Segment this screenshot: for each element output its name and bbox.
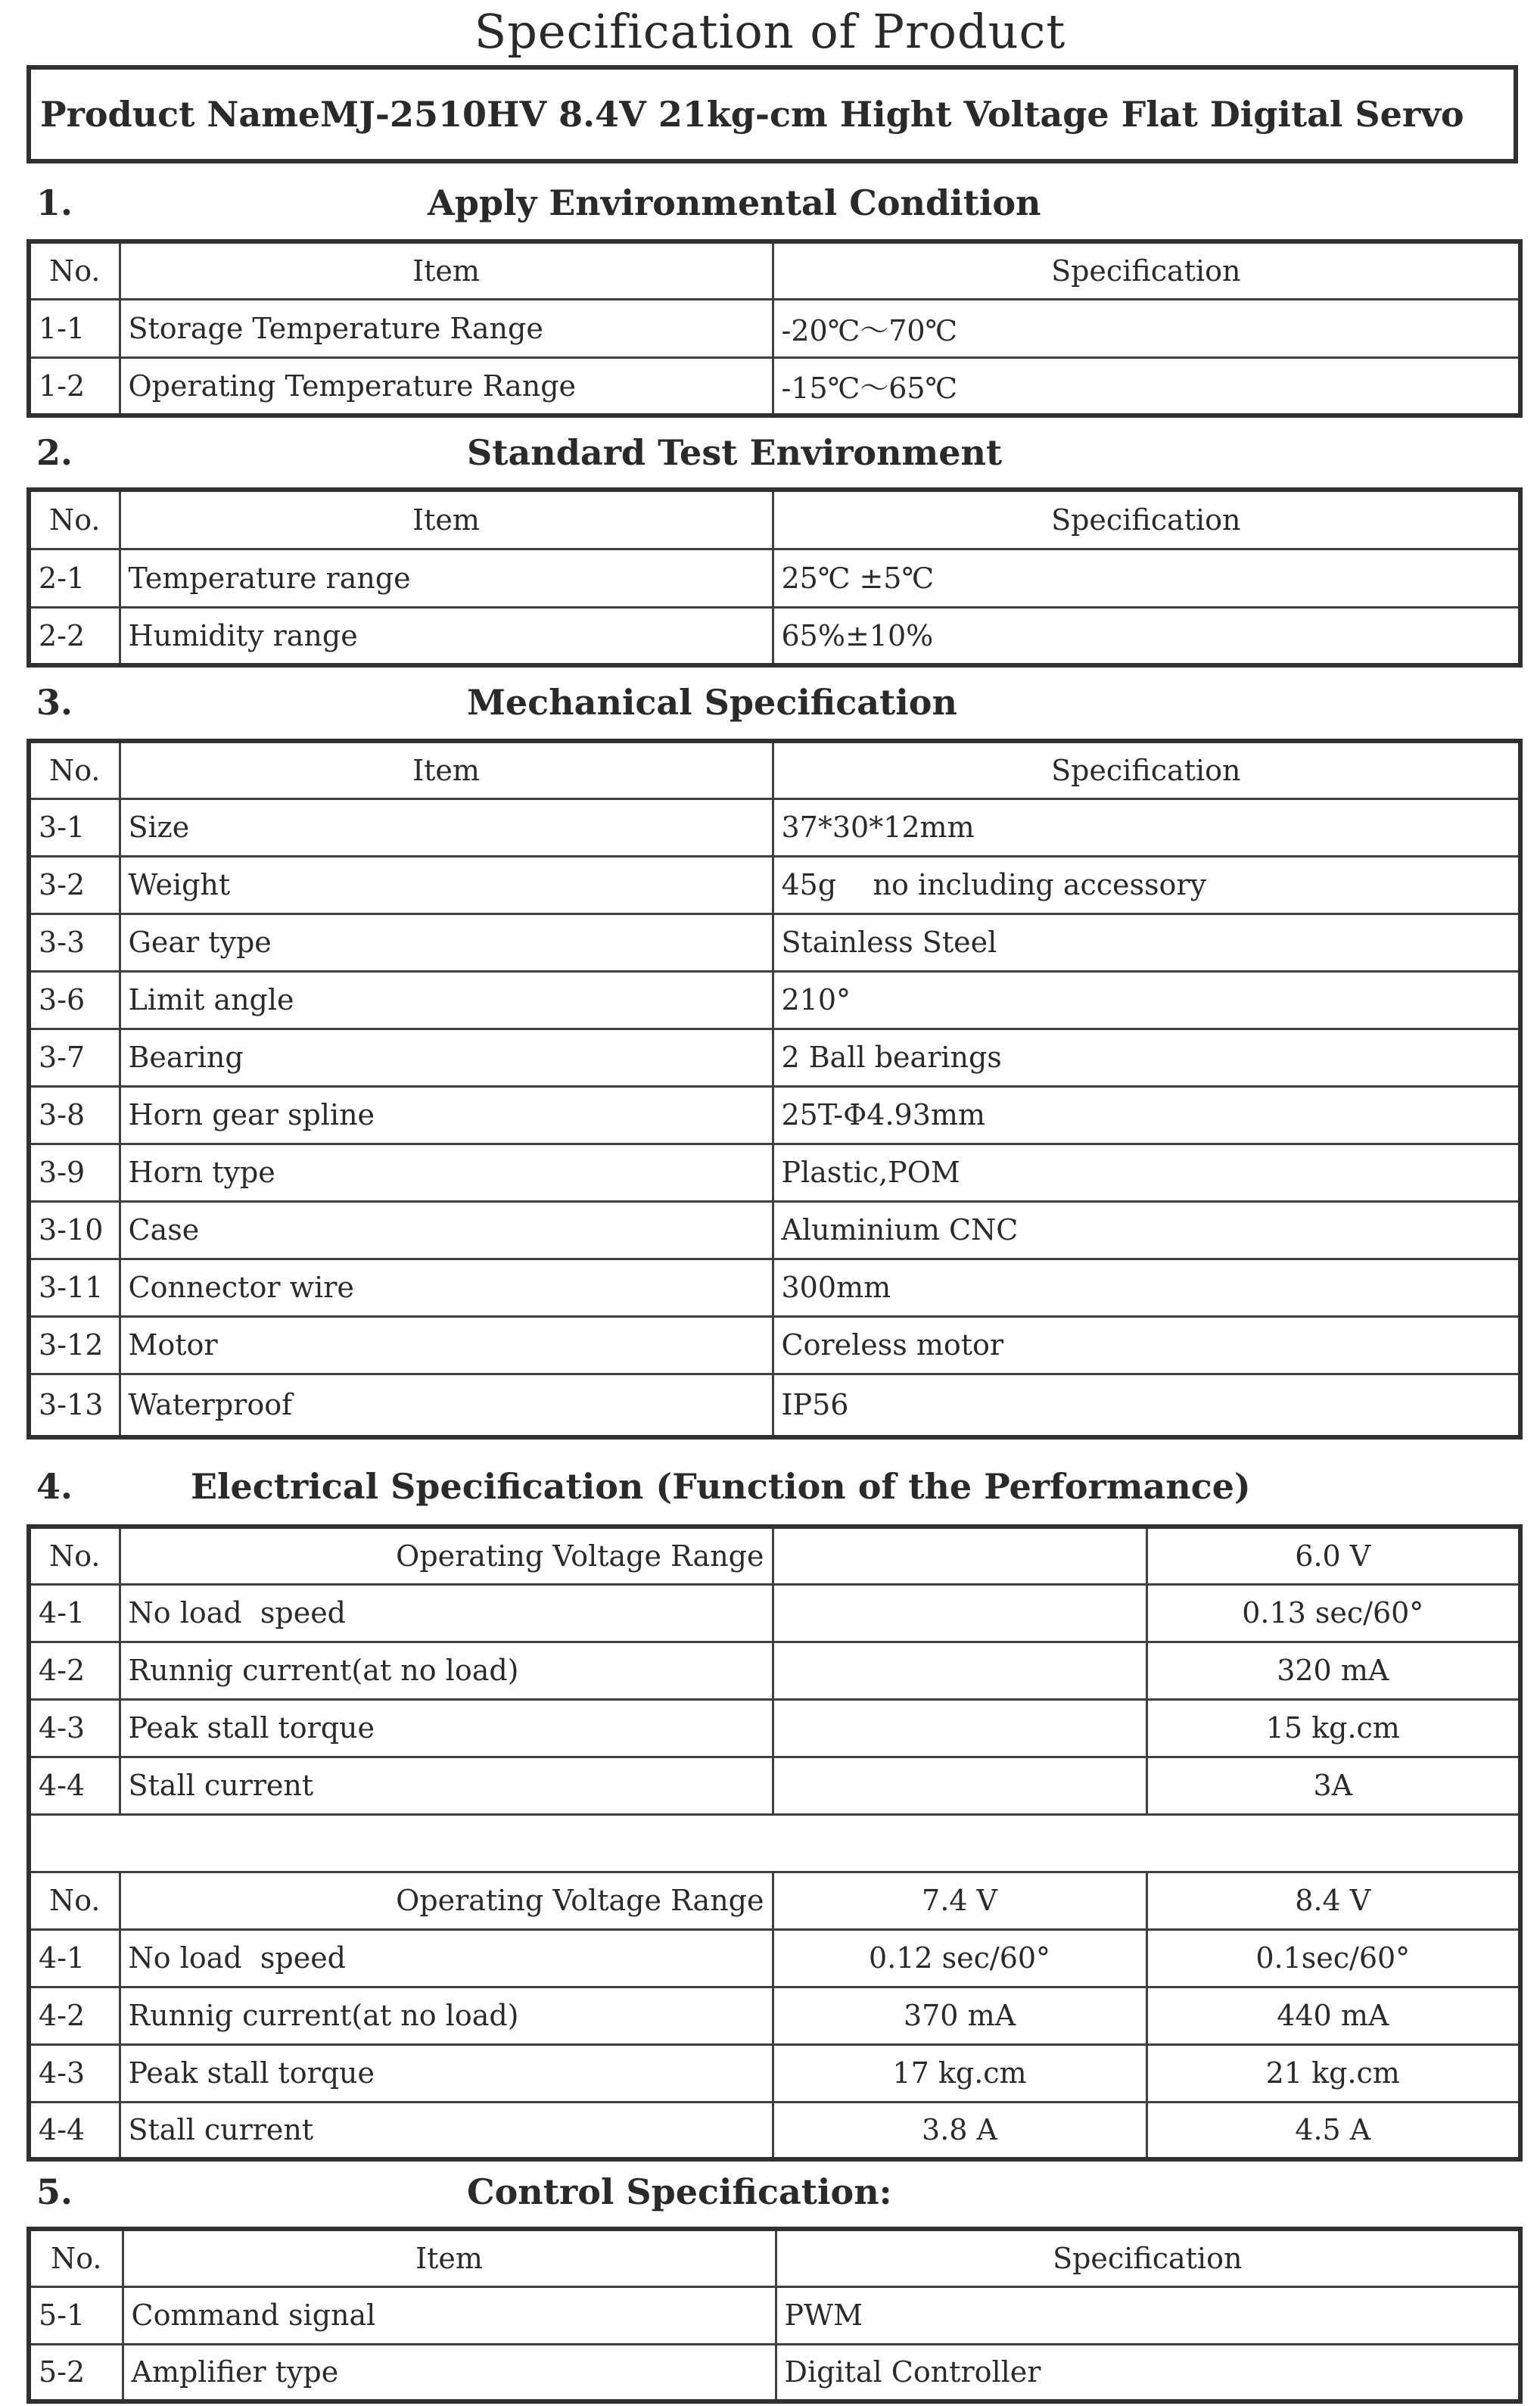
table-row (29, 607, 1520, 665)
row-value-2: 0.1sec/60° (1146, 1929, 1520, 1987)
row-value-2: 15 kg.cm (1146, 1699, 1520, 1757)
row-value-2: 440 mA (1146, 1987, 1520, 2044)
section-number: 1. (36, 182, 73, 223)
table-row (29, 1584, 1520, 1642)
table-row (29, 1316, 1520, 1374)
row-item: Command signal (123, 2286, 776, 2344)
row-item: Humidity range (120, 607, 773, 665)
row-item: Gear type (120, 914, 773, 971)
row-spec: Coreless motor (773, 1316, 1520, 1374)
row-item: Peak stall torque (120, 1699, 773, 1757)
row-spec: Digital Controller (776, 2344, 1520, 2401)
row-no: 1-2 (29, 357, 120, 416)
row-spec: 300mm (773, 1259, 1520, 1316)
row-item: Connector wire (120, 1259, 773, 1316)
row-no: 5-1 (29, 2286, 123, 2344)
section-number: 5. (36, 2171, 73, 2212)
row-item: Temperature range (120, 549, 773, 607)
row-spec: PWM (776, 2286, 1520, 2344)
environment-table (26, 239, 1523, 418)
voltage-column-1 (773, 1527, 1146, 1584)
table-row (29, 2344, 1520, 2401)
row-no: 4-2 (29, 1642, 120, 1699)
row-item: Bearing (120, 1029, 773, 1086)
header-item: Item (120, 241, 773, 299)
spacer-cell (29, 1814, 1520, 1872)
row-no: 3-12 (29, 1316, 120, 1374)
voltage-column-2: 6.0 V (1146, 1527, 1520, 1584)
table-row (29, 1374, 1520, 1437)
row-item: Runnig current(at no load) (120, 1642, 773, 1699)
row-item: Horn type (120, 1144, 773, 1201)
row-item: Waterproof (120, 1374, 773, 1437)
header-item: Item (120, 741, 773, 798)
row-item: No load speed (120, 1584, 773, 1642)
header-voltage-range: Operating Voltage Range (120, 1872, 773, 1929)
electrical-table (26, 1524, 1523, 2162)
table-row (29, 856, 1520, 914)
row-spec: 45g no including accessory (773, 856, 1520, 914)
row-item: Weight (120, 856, 773, 914)
row-item: Stall current (120, 2102, 773, 2159)
table-row (29, 798, 1520, 856)
table-row (29, 357, 1520, 416)
section-title: Electrical Specification (Function of the Performance) (191, 1466, 1251, 1507)
product-name: Product NameMJ-2510HV 8.4V 21kg-cm Hight Voltage Flat Digital Servo (40, 94, 1464, 135)
table-row (29, 1642, 1520, 1699)
control-table (26, 2227, 1523, 2404)
row-spec: Stainless Steel (773, 914, 1520, 971)
row-no: 2-2 (29, 607, 120, 665)
row-value-2: 320 mA (1146, 1642, 1520, 1699)
header-no: No. (29, 241, 120, 299)
row-value-1 (773, 1757, 1146, 1814)
table-row (29, 1144, 1520, 1201)
row-value-2: 0.13 sec/60° (1146, 1584, 1520, 1642)
row-value-1 (773, 1699, 1146, 1757)
row-no: 3-13 (29, 1374, 120, 1437)
table-row (29, 549, 1520, 607)
row-spec: 25T-Φ4.93mm (773, 1086, 1520, 1144)
header-spec: Specification (773, 741, 1520, 798)
table-header-row (29, 1527, 1520, 1584)
table-header-row (29, 241, 1520, 299)
row-no: 4-3 (29, 1699, 120, 1757)
row-no: 2-1 (29, 549, 120, 607)
table-row (29, 2286, 1520, 2344)
row-no: 3-9 (29, 1144, 120, 1201)
row-spec: 2 Ball bearings (773, 1029, 1520, 1086)
row-no: 3-6 (29, 971, 120, 1029)
table-header-row (29, 741, 1520, 798)
header-voltage-range: Operating Voltage Range (120, 1527, 773, 1584)
table-header-row (29, 1872, 1520, 1929)
row-value-1 (773, 1642, 1146, 1699)
voltage-column-2: 8.4 V (1146, 1872, 1520, 1929)
row-item: Stall current (120, 1757, 773, 1814)
product-name-box (26, 65, 1518, 163)
table-row (29, 299, 1520, 357)
table-row (29, 1987, 1520, 2044)
table-row (29, 1029, 1520, 1086)
test-environment-table (26, 487, 1523, 668)
row-item: Operating Temperature Range (120, 357, 773, 416)
row-item: No load speed (120, 1929, 773, 1987)
row-item: Size (120, 798, 773, 856)
row-spec: IP56 (773, 1374, 1520, 1437)
row-no: 4-3 (29, 2044, 120, 2102)
row-value-1 (773, 1584, 1146, 1642)
section-title: Apply Environmental Condition (428, 182, 1041, 223)
header-no: No. (29, 1872, 120, 1929)
header-no: No. (29, 2229, 123, 2286)
table-row (29, 2044, 1520, 2102)
row-value-2: 21 kg.cm (1146, 2044, 1520, 2102)
row-item: Motor (120, 1316, 773, 1374)
voltage-column-1: 7.4 V (773, 1872, 1146, 1929)
row-no: 4-1 (29, 1929, 120, 1987)
table-row (29, 2102, 1520, 2159)
row-item: Horn gear spline (120, 1086, 773, 1144)
table-row (29, 1259, 1520, 1316)
row-item: Limit angle (120, 971, 773, 1029)
row-no: 4-1 (29, 1584, 120, 1642)
table-header-row (29, 490, 1520, 549)
row-no: 4-2 (29, 1987, 120, 2044)
row-item: Storage Temperature Range (120, 299, 773, 357)
header-no: No. (29, 741, 120, 798)
row-no: 1-1 (29, 299, 120, 357)
row-no: 5-2 (29, 2344, 123, 2401)
row-spec: 37*30*12mm (773, 798, 1520, 856)
row-spec: -15℃～65℃ (773, 357, 1520, 416)
header-spec: Specification (773, 490, 1520, 549)
row-item: Runnig current(at no load) (120, 1987, 773, 2044)
section-title: Standard Test Environment (467, 432, 1003, 473)
table-spacer-row (29, 1814, 1520, 1872)
header-item: Item (120, 490, 773, 549)
table-row (29, 971, 1520, 1029)
row-value-1: 0.12 sec/60° (773, 1929, 1146, 1987)
row-value-2: 4.5 A (1146, 2102, 1520, 2159)
row-value-1: 370 mA (773, 1987, 1146, 2044)
page-title: Specification of Product (474, 4, 1066, 59)
row-no: 3-3 (29, 914, 120, 971)
row-item: Case (120, 1201, 773, 1259)
row-no: 3-8 (29, 1086, 120, 1144)
table-row (29, 914, 1520, 971)
row-no: 3-1 (29, 798, 120, 856)
row-value-1: 17 kg.cm (773, 2044, 1146, 2102)
section-title: Control Specification: (467, 2171, 892, 2212)
header-no: No. (29, 490, 120, 549)
row-spec: 65%±10% (773, 607, 1520, 665)
row-no: 3-11 (29, 1259, 120, 1316)
row-no: 3-10 (29, 1201, 120, 1259)
row-no: 4-4 (29, 2102, 120, 2159)
header-no: No. (29, 1527, 120, 1584)
row-spec: Aluminium CNC (773, 1201, 1520, 1259)
row-spec: Plastic,POM (773, 1144, 1520, 1201)
row-spec: 25℃ ±5℃ (773, 549, 1520, 607)
table-row (29, 1699, 1520, 1757)
table-header-row (29, 2229, 1520, 2286)
section-number: 2. (36, 432, 73, 473)
row-spec: 210° (773, 971, 1520, 1029)
row-spec: -20℃～70℃ (773, 299, 1520, 357)
header-item: Item (123, 2229, 776, 2286)
table-row (29, 1086, 1520, 1144)
row-item: Amplifier type (123, 2344, 776, 2401)
section-number: 3. (36, 682, 73, 723)
header-spec: Specification (773, 241, 1520, 299)
row-value-2: 3A (1146, 1757, 1520, 1814)
table-row (29, 1757, 1520, 1814)
table-row (29, 1201, 1520, 1259)
row-item: Peak stall torque (120, 2044, 773, 2102)
header-spec: Specification (776, 2229, 1520, 2286)
row-value-1: 3.8 A (773, 2102, 1146, 2159)
row-no: 3-7 (29, 1029, 120, 1086)
mechanical-table (26, 739, 1523, 1440)
row-no: 3-2 (29, 856, 120, 914)
section-number: 4. (36, 1466, 73, 1507)
section-title: Mechanical Specification (467, 682, 957, 723)
row-no: 4-4 (29, 1757, 120, 1814)
table-row (29, 1929, 1520, 1987)
